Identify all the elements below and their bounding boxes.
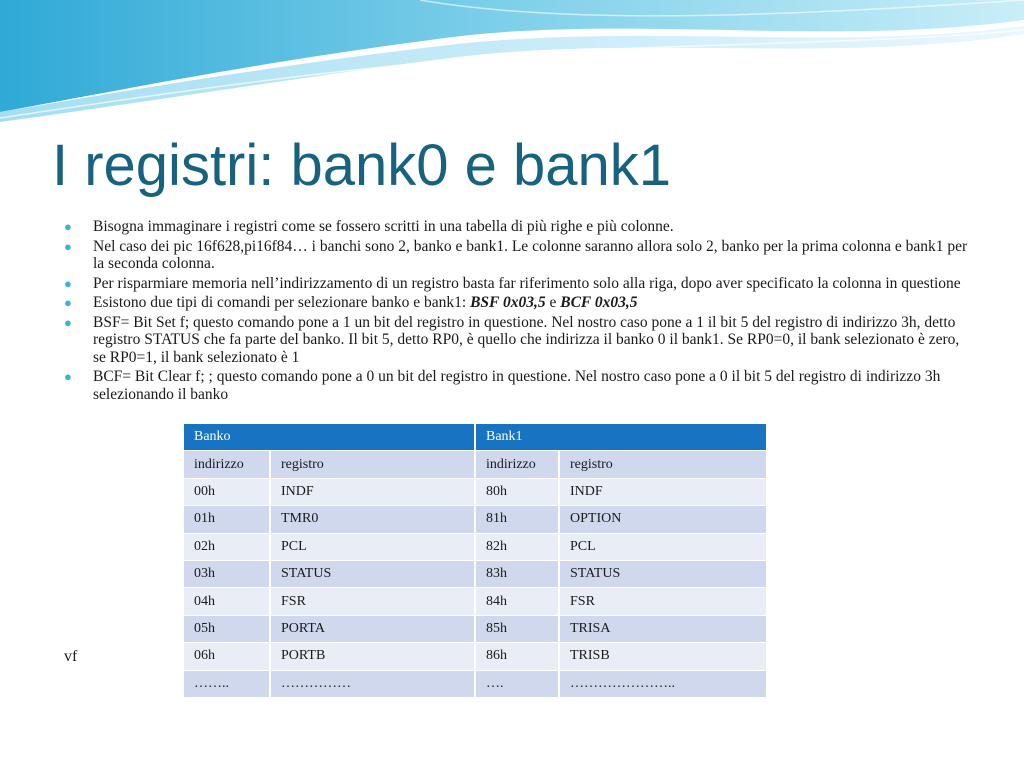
table-header-row (184, 424, 768, 451)
table-cell: TRISA (560, 616, 768, 643)
table-row (184, 643, 768, 670)
table-cell: STATUS (560, 561, 768, 588)
table-cell: 83h (476, 561, 560, 588)
table-cell: indirizzo (184, 451, 271, 478)
bullet-dot-icon: ● (64, 295, 72, 310)
table-cell: …………… (271, 671, 476, 698)
table-cell: ………………….. (560, 671, 768, 698)
bullet-dot-icon: ● (64, 369, 72, 384)
table-cell: 02h (184, 534, 271, 561)
table-cell: 05h (184, 616, 271, 643)
table-cell: FSR (271, 588, 476, 615)
table-cell: registro (271, 451, 476, 478)
table-cell: OPTION (560, 506, 768, 533)
table-cell: 85h (476, 616, 560, 643)
table-row (184, 671, 768, 698)
table-row (184, 616, 768, 643)
table-cell: …. (476, 671, 560, 698)
table-cell: TMR0 (271, 506, 476, 533)
table-body (184, 451, 768, 698)
table-row (184, 506, 768, 533)
table-cell: INDF (271, 479, 476, 506)
table-cell: PCL (560, 534, 768, 561)
bullet-item: ● Bisogna immaginare i registri come se fossero scritti in una tabella di più righe e più colonne. (64, 218, 674, 235)
table-cell: registro (560, 451, 768, 478)
table-cell: 06h (184, 643, 271, 670)
bullet-item: ● Per risparmiare memoria nell’indirizzamento di un registro basta far riferimento solo alla riga, dopo aver specificato la colonna in questione (64, 274, 961, 292)
table-cell: PORTB (271, 643, 476, 670)
table-cell: 01h (184, 506, 271, 533)
table-cell: 84h (476, 588, 560, 615)
table-cell: 00h (184, 479, 271, 506)
table-row (184, 561, 768, 588)
bullet-item: ● BSF= Bit Set f; questo comando pone a 1 un bit del registro in questione. Nel nostro caso pone a 1 il bit 5 del registro di indirizzo 3h, detto registro STATUS che fa parte del banko. Il bit 5, detto RP0, è quello che indirizza il banko 0 il bank1. Se RP0=0, il bank selezionato è zero, se RP0=1, il bank selezionato è 1 (64, 313, 960, 366)
table-cell: 04h (184, 588, 271, 615)
bcf-command: BCF 0x03,5 (560, 294, 638, 311)
table-cell: TRISB (560, 643, 768, 670)
bullet-item: ● Nel caso dei pic 16f628,pi16f84… i banchi sono 2, banko e bank1. Le colonne saranno allora solo 2, banko per la prima colonna e bank1 per la seconda colonna. (64, 237, 968, 272)
table-cell: 80h (476, 479, 560, 506)
table-cell: 86h (476, 643, 560, 670)
bullet-list (64, 218, 974, 405)
table-cell: PCL (271, 534, 476, 561)
footer-text: vf (64, 648, 78, 665)
bullet-item: ● Esistono due tipi di comandi per selezionare banko e bank1: BSF 0x03,5 e BCF 0x03,5 (64, 294, 638, 311)
table-cell: INDF (560, 479, 768, 506)
table-cell: FSR (560, 588, 768, 615)
table-cell: …….. (184, 671, 271, 698)
table-cell: 03h (184, 561, 271, 588)
table-cell: PORTA (271, 616, 476, 643)
bsf-command: BSF 0x03,5 (470, 294, 546, 311)
slide-title: I registri: bank0 e bank1 (52, 133, 672, 198)
table-cell: 81h (476, 506, 560, 533)
table-row (184, 534, 768, 561)
bullet-dot-icon: ● (64, 275, 72, 291)
table-row (184, 479, 768, 506)
table-header-banko: Banko (184, 424, 476, 451)
bullet-dot-icon: ● (64, 219, 72, 234)
register-table (184, 424, 768, 698)
table-row (184, 451, 768, 478)
table-cell: STATUS (271, 561, 476, 588)
table-header-bank1: Bank1 (476, 424, 768, 451)
table-cell: 82h (476, 534, 560, 561)
table-cell: indirizzo (476, 451, 560, 478)
bullet-item: ● BCF= Bit Clear f; ; questo comando pone a 0 un bit del registro in questione. Nel nostro caso pone a 0 il bit 5 del registro di indirizzo 3h selezionando il banko (64, 368, 941, 403)
header-wave-decoration (0, 0, 1024, 125)
table-row (184, 588, 768, 615)
bullet-dot-icon: ● (64, 238, 72, 254)
bullet-dot-icon: ● (64, 314, 72, 330)
